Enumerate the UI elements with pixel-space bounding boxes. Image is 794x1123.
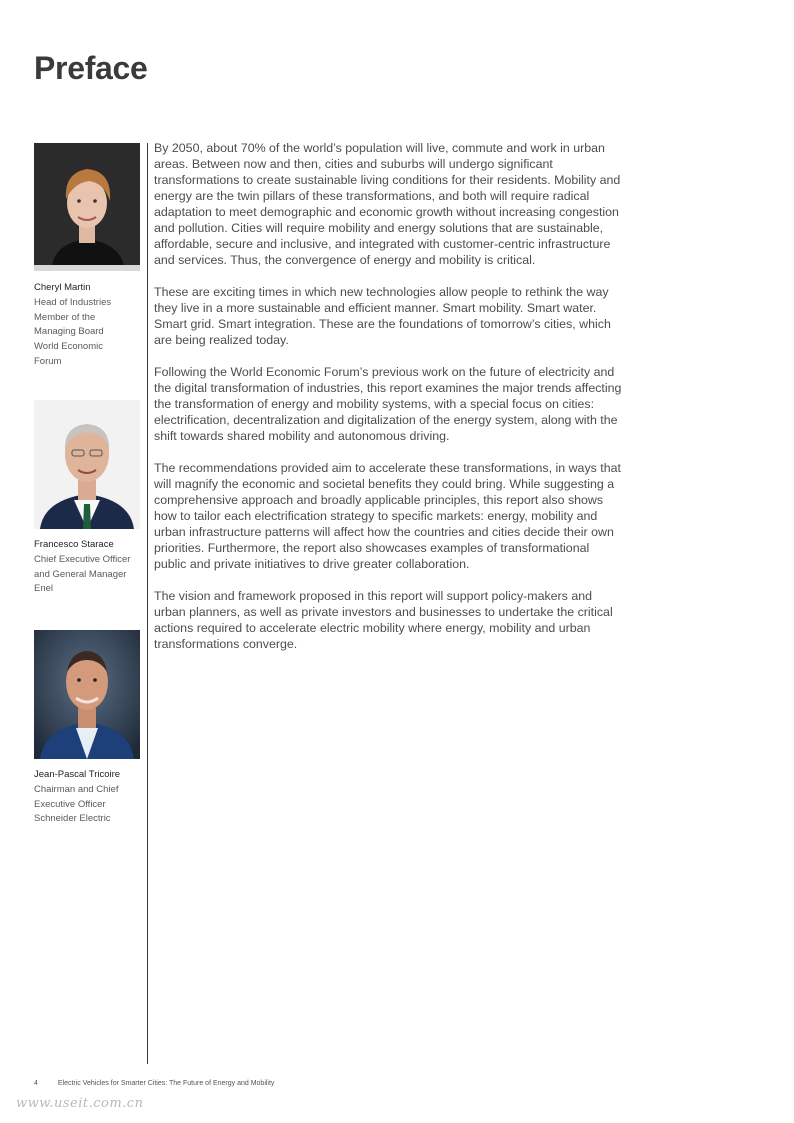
person-role-line: Member of the [34, 311, 96, 323]
person-role-line: Chairman and Chief [34, 783, 119, 795]
body-paragraph: The vision and framework proposed in this report will support policy-makers and urban planners, as well as private investors and businesses to undertake the critical actions required to accelerate electric mobility where energy, mobility and urban transformations converge. [154, 589, 613, 651]
person-role-line: World Economic [34, 341, 103, 353]
person-role-line: and General Manager [34, 568, 127, 580]
person-role-line: Enel [34, 583, 54, 595]
person-role-line: Executive Officer [34, 798, 106, 810]
portrait-francesco-starace [34, 400, 140, 529]
body-paragraph: These are exciting times in which new technologies allow people to rethink the way they live in a more sustainable and efficient manner. Smart mobility. Smart water. Smart grid. Smart integration. These are the foundations of tomorrow’s cities, which are being realized today. [154, 285, 611, 347]
person-francesco-starace [34, 538, 142, 597]
person-role-line: Head of Industries [34, 296, 112, 308]
column-divider [147, 143, 148, 1064]
person-name: Francesco Starace [34, 539, 114, 550]
body-paragraph: Following the World Economic Forum’s previous work on the future of electricity and the digital transformation of industries, this report examines the major trends affecting the transformation of energy and mobility systems, with a special focus on cities: electrification, decentralization and digitalization of the energy system, along with the shift towards shared mobility and autonomous driving. [154, 365, 622, 443]
body-paragraph: The recommendations provided aim to accelerate these transformations, in ways that will magnify the economic and societal benefits they could bring. While suggesting a comprehensive approach and broadly applicable principles, this report also shows how to tailor each electrification strategy to specific markets: energy, mobility and urban infrastructure patterns will affect how the countries and cities decide their own priorities. Furthermore, the report also showcases examples of transformational public and private initiatives to drive greater collaboration. [154, 461, 621, 571]
preface-body [154, 140, 624, 668]
person-cheryl-martin [34, 281, 142, 370]
person-name: Jean-Pascal Tricoire [34, 769, 121, 780]
body-paragraph: By 2050, about 70% of the world’s population will live, commute and work in urban areas. Between now and then, cities and suburbs will undergo significant transformations to create sustainable living conditions for their residents. Mobility and energy are the twin pillars of these transformations, and both will require radical adaptation to meet demographic and economic growth without increasing congestion and pollution. Cities will require mobility and energy solutions that are sustainable, affordable, secure and inclusive, and integrated with customer-centric infrastructure and services. Thus, the convergence of energy and mobility is critical. [154, 141, 621, 267]
person-name: Cheryl Martin [34, 282, 91, 293]
watermark: www.useit.com.cn [16, 1096, 144, 1111]
portrait-cheryl-martin [34, 143, 140, 271]
page-number: 4 [34, 1080, 38, 1087]
page-title: Preface [34, 50, 148, 86]
person-role-line: Forum [34, 355, 62, 367]
portrait-jean-pascal-tricoire [34, 630, 140, 759]
page-footer [34, 1080, 274, 1087]
person-jean-pascal-tricoire [34, 768, 142, 827]
person-role-line: Schneider Electric [34, 813, 111, 825]
footer-title: Electric Vehicles for Smarter Cities: The Future of Energy and Mobility [57, 1080, 275, 1087]
person-role-line: Managing Board [34, 326, 104, 338]
person-role-line: Chief Executive Officer [34, 553, 131, 565]
